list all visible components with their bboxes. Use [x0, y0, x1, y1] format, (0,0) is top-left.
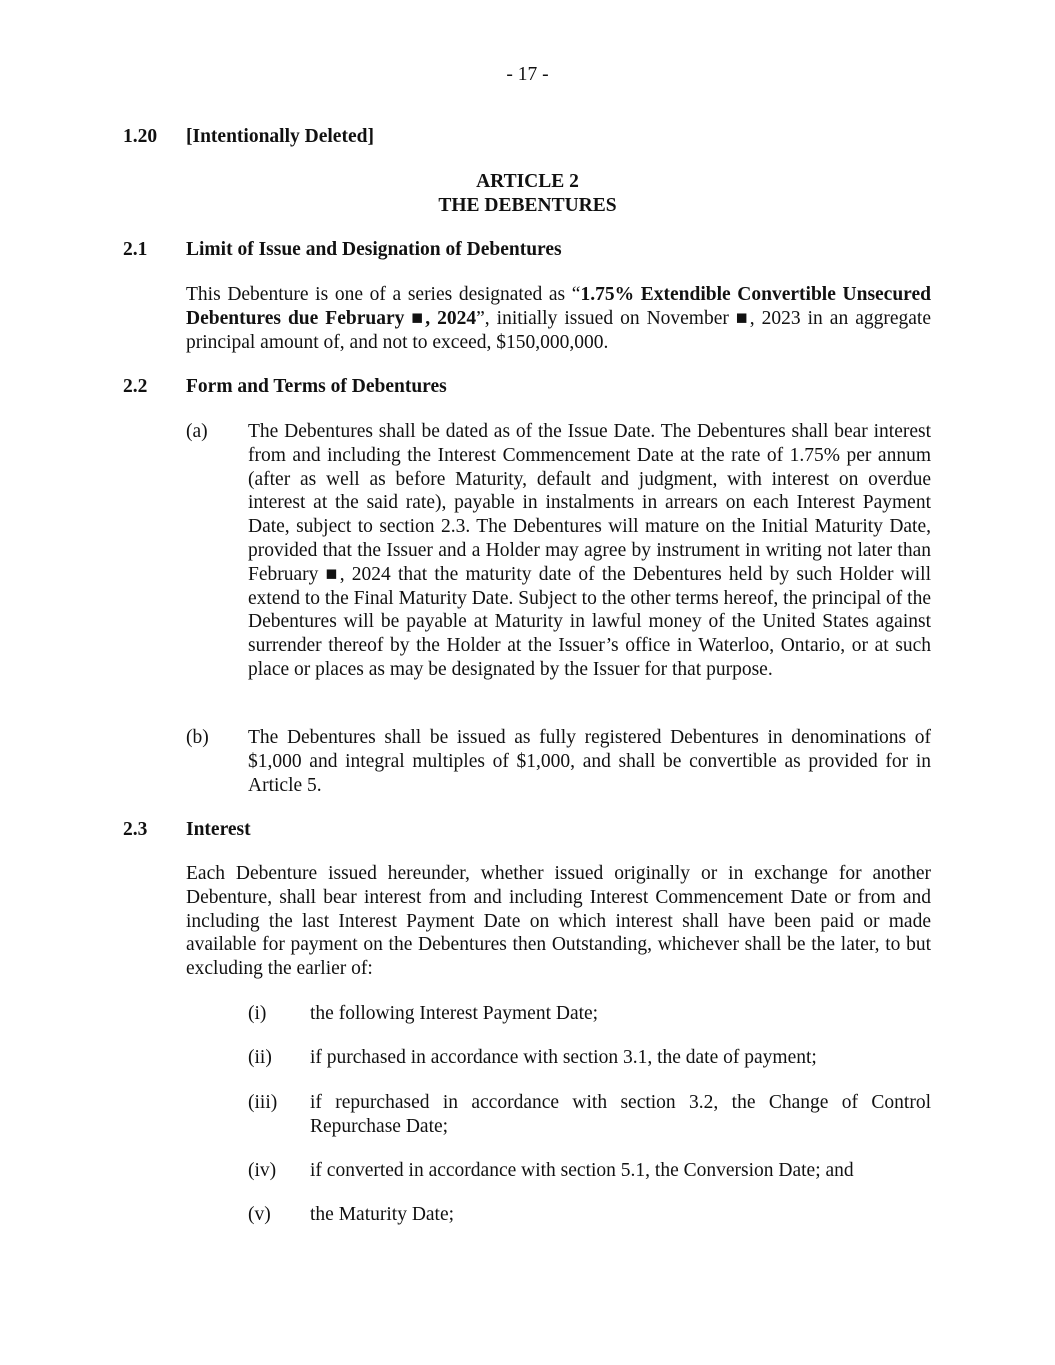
- section-number: 2.1: [123, 239, 148, 260]
- list-item-label: (iii): [248, 1092, 278, 1113]
- section-heading-2-2: [123, 375, 447, 399]
- list-item-text: if purchased in accordance with section 3.1, the date of payment;: [310, 1047, 817, 1068]
- section-title: [Intentionally Deleted]: [186, 126, 374, 147]
- paragraph-text: This Debenture is one of a series designated as “: [186, 284, 581, 305]
- list-item-label: (iv): [248, 1160, 277, 1181]
- section-number: 2.2: [123, 376, 148, 397]
- debenture-designation: 1.75% Extendible Convertible Unsecured Debentures due February ■, 2024: [186, 284, 931, 329]
- list-item-text: The Debentures shall be dated as of the Issue Date. The Debentures shall bear interest from and including the Interest Commencement Date at the rate of 1.75% per annum (after as well as before Maturity, default and judgment, with interest on overdue interest at the said rate), payable in instalments in arrears on each Interest Payment Date, subject to section 2.3. The Debentures will mature on the Initial Maturity Date, provided that the Issuer and a Holder may agree by instrument in writing not later than February ■, 2024 that the maturity date of the Debentures held by such Holder will extend to the Final Maturity Date. Subject to the other terms hereof, the principal of the Debentures will be payable at Maturity in lawful money of the United States against surrender thereof by the Holder at the Issuer’s office in Waterloo, Ontario, or at such place or places as may be designated by the Issuer for that purpose.: [248, 421, 931, 680]
- list-item-label: (b): [186, 727, 209, 748]
- section-title: Limit of Issue and Designation of Debentures: [186, 239, 562, 260]
- list-item-label: (i): [248, 1003, 267, 1024]
- section-heading-2-3: [123, 818, 251, 842]
- page-number: - 17 -: [506, 64, 549, 85]
- list-item: [248, 1159, 931, 1183]
- paragraph-text: ”, initially issued on November ■, 2023 in an aggregate principal amount of, and not to exceed, $150,000,000.: [186, 307, 931, 353]
- article-title: THE DEBENTURES: [438, 195, 617, 216]
- list-item-text: if converted in accordance with section 5.1, the Conversion Date; and: [310, 1160, 854, 1181]
- article-label: ARTICLE 2: [476, 171, 579, 192]
- section-heading-2-1: [123, 238, 562, 262]
- list-item: [186, 420, 931, 682]
- section-heading-1-20: [123, 125, 374, 149]
- section-title: Form and Terms of Debentures: [186, 376, 447, 397]
- section-title: Interest: [186, 819, 251, 840]
- section-number: 2.3: [123, 819, 148, 840]
- list-item: [248, 1002, 931, 1026]
- list-item-text: the Maturity Date;: [310, 1204, 455, 1225]
- list-item-text: if repurchased in accordance with section 3.2, the Change of Control Repurchase Date;: [310, 1092, 931, 1137]
- list-item-label: (a): [186, 421, 208, 442]
- section-2-3-paragraph: Each Debenture issued hereunder, whether issued originally or in exchange for another Debenture, shall bear interest from and including Interest Commencement Date or from and including the last Interest Payment Date on which interest shall have been paid or made available for payment on the Debentures then Outstanding, whichever shall be the later, to but excluding the earlier of:: [186, 863, 931, 980]
- list-item: [248, 1091, 931, 1139]
- section-number: 1.20: [123, 126, 158, 147]
- list-item-label: (ii): [248, 1047, 272, 1068]
- list-item-text: the following Interest Payment Date;: [310, 1003, 599, 1024]
- list-item: [248, 1203, 931, 1227]
- list-item: [248, 1046, 931, 1070]
- section-2-1-paragraph: [186, 283, 931, 354]
- list-item-label: (v): [248, 1204, 271, 1225]
- list-item-text: The Debentures shall be issued as fully registered Debentures in denominations of $1,000 and integral multiples of $1,000, and shall be convertible as provided for in Article 5.: [248, 727, 931, 796]
- list-item: [186, 726, 931, 797]
